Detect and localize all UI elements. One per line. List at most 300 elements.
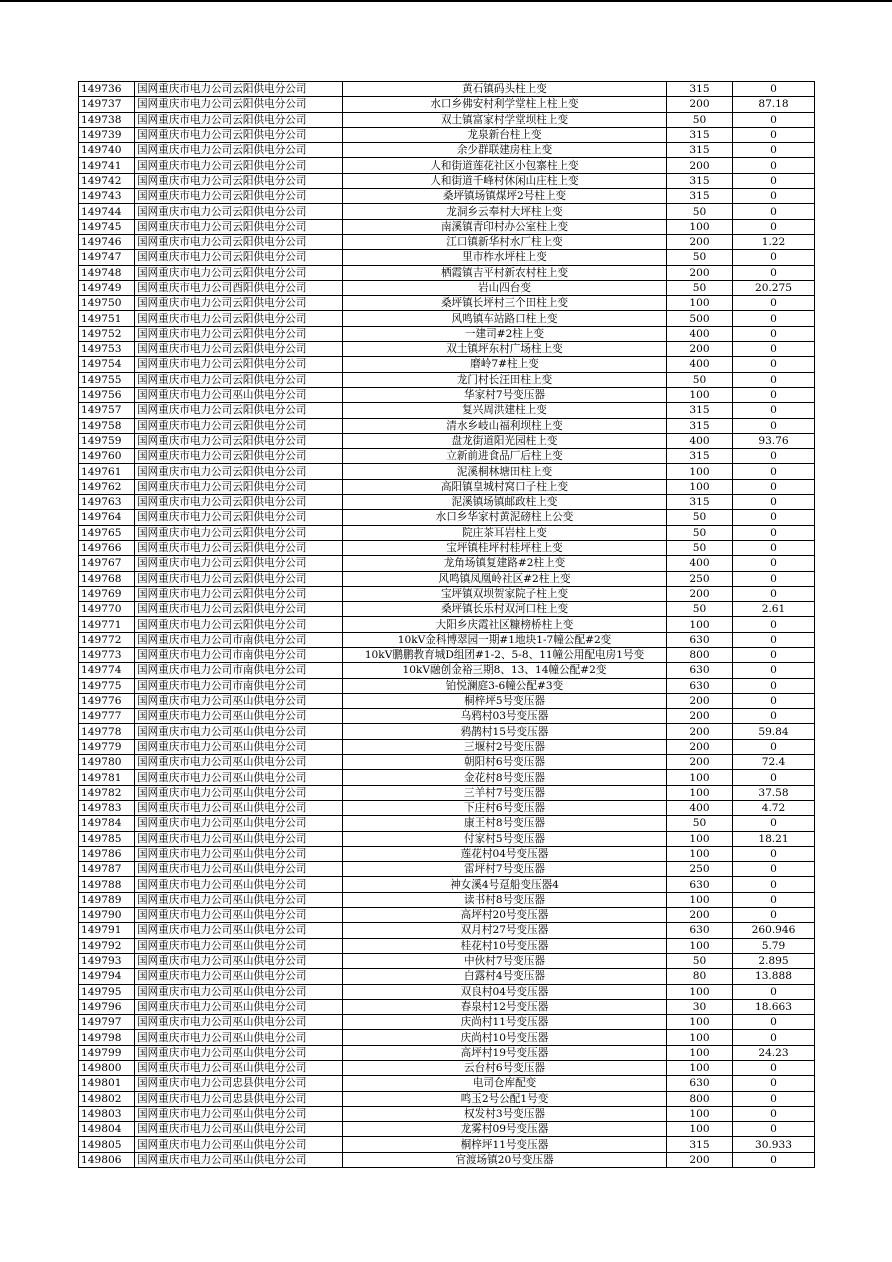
transformer-table-body: [79, 82, 815, 1168]
row-id-cell: 149784: [79, 816, 135, 831]
company-cell: 国网重庆市电力公司云阳供电分公司: [135, 586, 343, 601]
capacity-cell: 50: [667, 525, 733, 540]
capacity-cell: 100: [667, 387, 733, 402]
row-id-cell: 149791: [79, 923, 135, 938]
company-cell: 国网重庆市电力公司巫山供电分公司: [135, 1030, 343, 1045]
capacity-cell: 50: [667, 953, 733, 968]
row-id-cell: 149774: [79, 663, 135, 678]
row-id-cell: 149805: [79, 1137, 135, 1152]
company-cell: 国网重庆市电力公司巫山供电分公司: [135, 908, 343, 923]
table-row: [79, 663, 815, 678]
transformer-name-cell: 官渡场镇20号变压器: [343, 1152, 667, 1167]
capacity-cell: 250: [667, 571, 733, 586]
transformer-name-cell: 院庄茶耳岩柱上变: [343, 525, 667, 540]
company-cell: 国网重庆市电力公司巫山供电分公司: [135, 739, 343, 754]
value-cell: 4.72: [733, 800, 815, 815]
company-cell: 国网重庆市电力公司云阳供电分公司: [135, 204, 343, 219]
transformer-name-cell: 权发村3号变压器: [343, 1106, 667, 1121]
company-cell: 国网重庆市电力公司巫山供电分公司: [135, 984, 343, 999]
company-cell: 国网重庆市电力公司云阳供电分公司: [135, 556, 343, 571]
row-id-cell: 149793: [79, 953, 135, 968]
capacity-cell: 100: [667, 296, 733, 311]
row-id-cell: 149761: [79, 464, 135, 479]
capacity-cell: 100: [667, 1030, 733, 1045]
value-cell: 72.4: [733, 755, 815, 770]
table-row: [79, 234, 815, 249]
table-row: [79, 556, 815, 571]
value-cell: 0: [733, 862, 815, 877]
company-cell: 国网重庆市电力公司巫山供电分公司: [135, 938, 343, 953]
company-cell: 国网重庆市电力公司云阳供电分公司: [135, 234, 343, 249]
table-row: [79, 846, 815, 861]
transformer-name-cell: 江口镇新华村水厂柱上变: [343, 234, 667, 249]
capacity-cell: 200: [667, 739, 733, 754]
table-row: [79, 999, 815, 1014]
capacity-cell: 400: [667, 800, 733, 815]
row-id-cell: 149739: [79, 127, 135, 142]
transformer-name-cell: 康王村8号变压器: [343, 816, 667, 831]
capacity-cell: 800: [667, 647, 733, 662]
table-row: [79, 464, 815, 479]
value-cell: 0: [733, 908, 815, 923]
transformer-name-cell: 风鸣镇车站路口柱上变: [343, 311, 667, 326]
capacity-cell: 315: [667, 418, 733, 433]
table-row: [79, 173, 815, 188]
value-cell: 0: [733, 479, 815, 494]
table-row: [79, 1030, 815, 1045]
table-row: [79, 586, 815, 601]
capacity-cell: 200: [667, 158, 733, 173]
capacity-cell: 100: [667, 846, 733, 861]
value-cell: 2.895: [733, 953, 815, 968]
transformer-name-cell: 磨岭7#柱上变: [343, 357, 667, 372]
row-id-cell: 149742: [79, 173, 135, 188]
company-cell: 国网重庆市电力公司云阳供电分公司: [135, 143, 343, 158]
value-cell: 0: [733, 418, 815, 433]
table-row: [79, 342, 815, 357]
row-id-cell: 149767: [79, 556, 135, 571]
row-id-cell: 149790: [79, 908, 135, 923]
value-cell: 0: [733, 464, 815, 479]
table-row: [79, 1045, 815, 1060]
row-id-cell: 149776: [79, 693, 135, 708]
table-row: [79, 357, 815, 372]
transformer-name-cell: 人和街道千峰村休闲山庄柱上变: [343, 173, 667, 188]
table-row: [79, 219, 815, 234]
row-id-cell: 149780: [79, 755, 135, 770]
value-cell: 18.21: [733, 831, 815, 846]
value-cell: 0: [733, 693, 815, 708]
row-id-cell: 149766: [79, 540, 135, 555]
capacity-cell: 100: [667, 831, 733, 846]
transformer-name-cell: 余少群联建房柱上变: [343, 143, 667, 158]
value-cell: 0: [733, 127, 815, 142]
value-cell: 59.84: [733, 724, 815, 739]
capacity-cell: 630: [667, 678, 733, 693]
table-row: [79, 984, 815, 999]
value-cell: 0: [733, 357, 815, 372]
capacity-cell: 630: [667, 632, 733, 647]
transformer-name-cell: 复兴周洪建柱上变: [343, 403, 667, 418]
table-row: [79, 403, 815, 418]
company-cell: 国网重庆市电力公司巫山供电分公司: [135, 1122, 343, 1137]
capacity-cell: 100: [667, 892, 733, 907]
company-cell: 国网重庆市电力公司巫山供电分公司: [135, 1152, 343, 1167]
value-cell: 0: [733, 372, 815, 387]
value-cell: 0: [733, 877, 815, 892]
company-cell: 国网重庆市电力公司云阳供电分公司: [135, 189, 343, 204]
table-row: [79, 280, 815, 295]
capacity-cell: 50: [667, 204, 733, 219]
row-id-cell: 149787: [79, 862, 135, 877]
row-id-cell: 149773: [79, 647, 135, 662]
row-id-cell: 149740: [79, 143, 135, 158]
value-cell: 0: [733, 495, 815, 510]
value-cell: 0: [733, 892, 815, 907]
row-id-cell: 149783: [79, 800, 135, 815]
transformer-name-cell: 龙洞乡云奉村大坪柱上变: [343, 204, 667, 219]
transformer-name-cell: 庆尚村11号变压器: [343, 1015, 667, 1030]
transformer-name-cell: 清水乡岐山福利坝柱上变: [343, 418, 667, 433]
row-id-cell: 149746: [79, 234, 135, 249]
company-cell: 国网重庆市电力公司云阳供电分公司: [135, 372, 343, 387]
capacity-cell: 200: [667, 693, 733, 708]
row-id-cell: 149749: [79, 280, 135, 295]
row-id-cell: 149771: [79, 617, 135, 632]
table-row: [79, 602, 815, 617]
transformer-name-cell: 金花村8号变压器: [343, 770, 667, 785]
company-cell: 国网重庆市电力公司云阳供电分公司: [135, 342, 343, 357]
table-row: [79, 540, 815, 555]
company-cell: 国网重庆市电力公司巫山供电分公司: [135, 724, 343, 739]
row-id-cell: 149804: [79, 1122, 135, 1137]
value-cell: 0: [733, 173, 815, 188]
table-row: [79, 204, 815, 219]
row-id-cell: 149806: [79, 1152, 135, 1167]
table-row: [79, 877, 815, 892]
company-cell: 国网重庆市电力公司云阳供电分公司: [135, 158, 343, 173]
table-row: [79, 693, 815, 708]
row-id-cell: 149752: [79, 326, 135, 341]
table-row: [79, 418, 815, 433]
value-cell: 0: [733, 586, 815, 601]
value-cell: 5.79: [733, 938, 815, 953]
row-id-cell: 149757: [79, 403, 135, 418]
capacity-cell: 315: [667, 403, 733, 418]
capacity-cell: 315: [667, 189, 733, 204]
table-row: [79, 97, 815, 112]
row-id-cell: 149802: [79, 1091, 135, 1106]
row-id-cell: 149801: [79, 1076, 135, 1091]
table-row: [79, 647, 815, 662]
table-row: [79, 433, 815, 448]
table-row: [79, 82, 815, 97]
table-row: [79, 495, 815, 510]
capacity-cell: 630: [667, 923, 733, 938]
value-cell: 37.58: [733, 785, 815, 800]
capacity-cell: 100: [667, 1015, 733, 1030]
row-id-cell: 149788: [79, 877, 135, 892]
company-cell: 国网重庆市电力公司巫山供电分公司: [135, 1015, 343, 1030]
company-cell: 国网重庆市电力公司云阳供电分公司: [135, 311, 343, 326]
table-row: [79, 112, 815, 127]
capacity-cell: 100: [667, 984, 733, 999]
capacity-cell: 315: [667, 143, 733, 158]
value-cell: 0: [733, 387, 815, 402]
company-cell: 国网重庆市电力公司巫山供电分公司: [135, 923, 343, 938]
row-id-cell: 149764: [79, 510, 135, 525]
table-row: [79, 739, 815, 754]
table-row: [79, 816, 815, 831]
row-id-cell: 149775: [79, 678, 135, 693]
value-cell: 0: [733, 1015, 815, 1030]
row-id-cell: 149751: [79, 311, 135, 326]
company-cell: 国网重庆市电力公司巫山供电分公司: [135, 1137, 343, 1152]
table-row: [79, 296, 815, 311]
transformer-name-cell: 三堰村2号变压器: [343, 739, 667, 754]
company-cell: 国网重庆市电力公司云阳供电分公司: [135, 433, 343, 448]
company-cell: 国网重庆市电力公司市南供电分公司: [135, 678, 343, 693]
table-row: [79, 479, 815, 494]
company-cell: 国网重庆市电力公司云阳供电分公司: [135, 250, 343, 265]
value-cell: 87.18: [733, 97, 815, 112]
capacity-cell: 100: [667, 938, 733, 953]
transformer-name-cell: 高坪村20号变压器: [343, 908, 667, 923]
value-cell: 0: [733, 1091, 815, 1106]
table-row: [79, 1152, 815, 1167]
table-row: [79, 755, 815, 770]
company-cell: 国网重庆市电力公司市南供电分公司: [135, 663, 343, 678]
table-row: [79, 1137, 815, 1152]
capacity-cell: 630: [667, 877, 733, 892]
value-cell: 0: [733, 449, 815, 464]
value-cell: 0: [733, 709, 815, 724]
value-cell: 0: [733, 846, 815, 861]
value-cell: 0: [733, 158, 815, 173]
value-cell: 0: [733, 647, 815, 662]
value-cell: 0: [733, 632, 815, 647]
value-cell: 20.275: [733, 280, 815, 295]
company-cell: 国网重庆市电力公司云阳供电分公司: [135, 418, 343, 433]
table-row: [79, 311, 815, 326]
transformer-name-cell: 泥溪桐林塘田柱上变: [343, 464, 667, 479]
company-cell: 国网重庆市电力公司云阳供电分公司: [135, 296, 343, 311]
value-cell: 0: [733, 1106, 815, 1121]
row-id-cell: 149744: [79, 204, 135, 219]
company-cell: 国网重庆市电力公司巫山供电分公司: [135, 816, 343, 831]
capacity-cell: 500: [667, 311, 733, 326]
value-cell: 0: [733, 617, 815, 632]
capacity-cell: 100: [667, 464, 733, 479]
table-row: [79, 1122, 815, 1137]
value-cell: 0: [733, 112, 815, 127]
value-cell: 0: [733, 984, 815, 999]
capacity-cell: 100: [667, 1106, 733, 1121]
table-row: [79, 923, 815, 938]
capacity-cell: 50: [667, 816, 733, 831]
table-row: [79, 908, 815, 923]
transformer-name-cell: 桑坪镇场镇煤坪2号柱上变: [343, 189, 667, 204]
row-id-cell: 149747: [79, 250, 135, 265]
table-row: [79, 709, 815, 724]
row-id-cell: 149760: [79, 449, 135, 464]
table-row: [79, 724, 815, 739]
row-id-cell: 149758: [79, 418, 135, 433]
company-cell: 国网重庆市电力公司云阳供电分公司: [135, 540, 343, 555]
value-cell: 2.61: [733, 602, 815, 617]
capacity-cell: 80: [667, 969, 733, 984]
capacity-cell: 200: [667, 97, 733, 112]
transformer-name-cell: 一建司#2柱上变: [343, 326, 667, 341]
transformer-name-cell: 水口乡佛安村利学堂柱上柱上变: [343, 97, 667, 112]
company-cell: 国网重庆市电力公司云阳供电分公司: [135, 82, 343, 97]
capacity-cell: 100: [667, 1122, 733, 1137]
table-row: [79, 189, 815, 204]
capacity-cell: 100: [667, 617, 733, 632]
company-cell: 国网重庆市电力公司巫山供电分公司: [135, 709, 343, 724]
company-cell: 国网重庆市电力公司酉阳供电分公司: [135, 280, 343, 295]
table-row: [79, 372, 815, 387]
capacity-cell: 400: [667, 433, 733, 448]
value-cell: 0: [733, 204, 815, 219]
row-id-cell: 149741: [79, 158, 135, 173]
transformer-name-cell: 三羊村7号变压器: [343, 785, 667, 800]
transformer-name-cell: 桐梓坪5号变压器: [343, 693, 667, 708]
table-row: [79, 143, 815, 158]
row-id-cell: 149765: [79, 525, 135, 540]
capacity-cell: 400: [667, 357, 733, 372]
company-cell: 国网重庆市电力公司云阳供电分公司: [135, 495, 343, 510]
transformer-name-cell: 读书村8号变压器: [343, 892, 667, 907]
row-id-cell: 149748: [79, 265, 135, 280]
row-id-cell: 149750: [79, 296, 135, 311]
row-id-cell: 149755: [79, 372, 135, 387]
company-cell: 国网重庆市电力公司云阳供电分公司: [135, 617, 343, 632]
transformer-name-cell: 宝坪镇桂坪村桂坪柱上变: [343, 540, 667, 555]
page-top-rule: [0, 0, 892, 2]
row-id-cell: 149799: [79, 1045, 135, 1060]
capacity-cell: 200: [667, 342, 733, 357]
value-cell: 0: [733, 1061, 815, 1076]
company-cell: 国网重庆市电力公司巫山供电分公司: [135, 1061, 343, 1076]
transformer-name-cell: 南溪镇青印村办公室柱上变: [343, 219, 667, 234]
transformer-name-cell: 鸦鹊村15号变压器: [343, 724, 667, 739]
company-cell: 国网重庆市电力公司巫山供电分公司: [135, 846, 343, 861]
transformer-name-cell: 水口乡华家村黄泥磅柱上公变: [343, 510, 667, 525]
table-row: [79, 938, 815, 953]
transformer-name-cell: 10kV鹏鹏教育城D组团#1-2、5-8、11幢公用配电房1号变: [343, 647, 667, 662]
transformer-name-cell: 龙门村长汪田柱上变: [343, 372, 667, 387]
capacity-cell: 50: [667, 540, 733, 555]
company-cell: 国网重庆市电力公司云阳供电分公司: [135, 403, 343, 418]
table-row: [79, 250, 815, 265]
table-row: [79, 617, 815, 632]
row-id-cell: 149737: [79, 97, 135, 112]
capacity-cell: 200: [667, 709, 733, 724]
transformer-name-cell: 乌鸦村03号变压器: [343, 709, 667, 724]
row-id-cell: 149794: [79, 969, 135, 984]
value-cell: 0: [733, 525, 815, 540]
company-cell: 国网重庆市电力公司市南供电分公司: [135, 647, 343, 662]
capacity-cell: 315: [667, 1137, 733, 1152]
transformer-name-cell: 岩山四台变: [343, 280, 667, 295]
transformer-name-cell: 10kV融创金裕三期8、13、14幢公配#2变: [343, 663, 667, 678]
capacity-cell: 200: [667, 755, 733, 770]
value-cell: 0: [733, 250, 815, 265]
company-cell: 国网重庆市电力公司巫山供电分公司: [135, 785, 343, 800]
table-row: [79, 953, 815, 968]
transformer-name-cell: 桑坪镇长坪村三个田柱上变: [343, 296, 667, 311]
table-row: [79, 127, 815, 142]
company-cell: 国网重庆市电力公司巫山供电分公司: [135, 770, 343, 785]
company-cell: 国网重庆市电力公司巫山供电分公司: [135, 953, 343, 968]
company-cell: 国网重庆市电力公司巫山供电分公司: [135, 387, 343, 402]
row-id-cell: 149770: [79, 602, 135, 617]
company-cell: 国网重庆市电力公司云阳供电分公司: [135, 479, 343, 494]
company-cell: 国网重庆市电力公司云阳供电分公司: [135, 265, 343, 280]
capacity-cell: 100: [667, 1061, 733, 1076]
value-cell: 0: [733, 265, 815, 280]
value-cell: 1.22: [733, 234, 815, 249]
value-cell: 0: [733, 663, 815, 678]
value-cell: 0: [733, 296, 815, 311]
capacity-cell: 315: [667, 82, 733, 97]
value-cell: 260.946: [733, 923, 815, 938]
value-cell: 0: [733, 770, 815, 785]
company-cell: 国网重庆市电力公司忠县供电分公司: [135, 1076, 343, 1091]
transformer-name-cell: 白露村4号变压器: [343, 969, 667, 984]
table-row: [79, 449, 815, 464]
company-cell: 国网重庆市电力公司巫山供电分公司: [135, 755, 343, 770]
row-id-cell: 149803: [79, 1106, 135, 1121]
value-cell: 0: [733, 311, 815, 326]
value-cell: 0: [733, 1122, 815, 1137]
company-cell: 国网重庆市电力公司忠县供电分公司: [135, 1091, 343, 1106]
value-cell: 0: [733, 326, 815, 341]
value-cell: 0: [733, 189, 815, 204]
value-cell: 0: [733, 1152, 815, 1167]
table-row: [79, 1106, 815, 1121]
company-cell: 国网重庆市电力公司巫山供电分公司: [135, 831, 343, 846]
row-id-cell: 149754: [79, 357, 135, 372]
transformer-name-cell: 双良村04号变压器: [343, 984, 667, 999]
capacity-cell: 315: [667, 127, 733, 142]
transformer-name-cell: 神女溪4号趸船变压器4: [343, 877, 667, 892]
transformer-name-cell: 桂花村10号变压器: [343, 938, 667, 953]
row-id-cell: 149779: [79, 739, 135, 754]
row-id-cell: 149786: [79, 846, 135, 861]
table-row: [79, 892, 815, 907]
capacity-cell: 315: [667, 449, 733, 464]
table-row: [79, 831, 815, 846]
transformer-name-cell: 莲花村04号变压器: [343, 846, 667, 861]
capacity-cell: 100: [667, 785, 733, 800]
company-cell: 国网重庆市电力公司云阳供电分公司: [135, 112, 343, 127]
capacity-cell: 200: [667, 724, 733, 739]
value-cell: 30.933: [733, 1137, 815, 1152]
company-cell: 国网重庆市电力公司巫山供电分公司: [135, 693, 343, 708]
capacity-cell: 315: [667, 173, 733, 188]
company-cell: 国网重庆市电力公司云阳供电分公司: [135, 449, 343, 464]
transformer-name-cell: 双土镇坪东村广场柱上变: [343, 342, 667, 357]
capacity-cell: 50: [667, 372, 733, 387]
row-id-cell: 149792: [79, 938, 135, 953]
capacity-cell: 800: [667, 1091, 733, 1106]
row-id-cell: 149789: [79, 892, 135, 907]
table-row: [79, 265, 815, 280]
value-cell: 0: [733, 510, 815, 525]
transformer-name-cell: 黄石镇码头柱上变: [343, 82, 667, 97]
